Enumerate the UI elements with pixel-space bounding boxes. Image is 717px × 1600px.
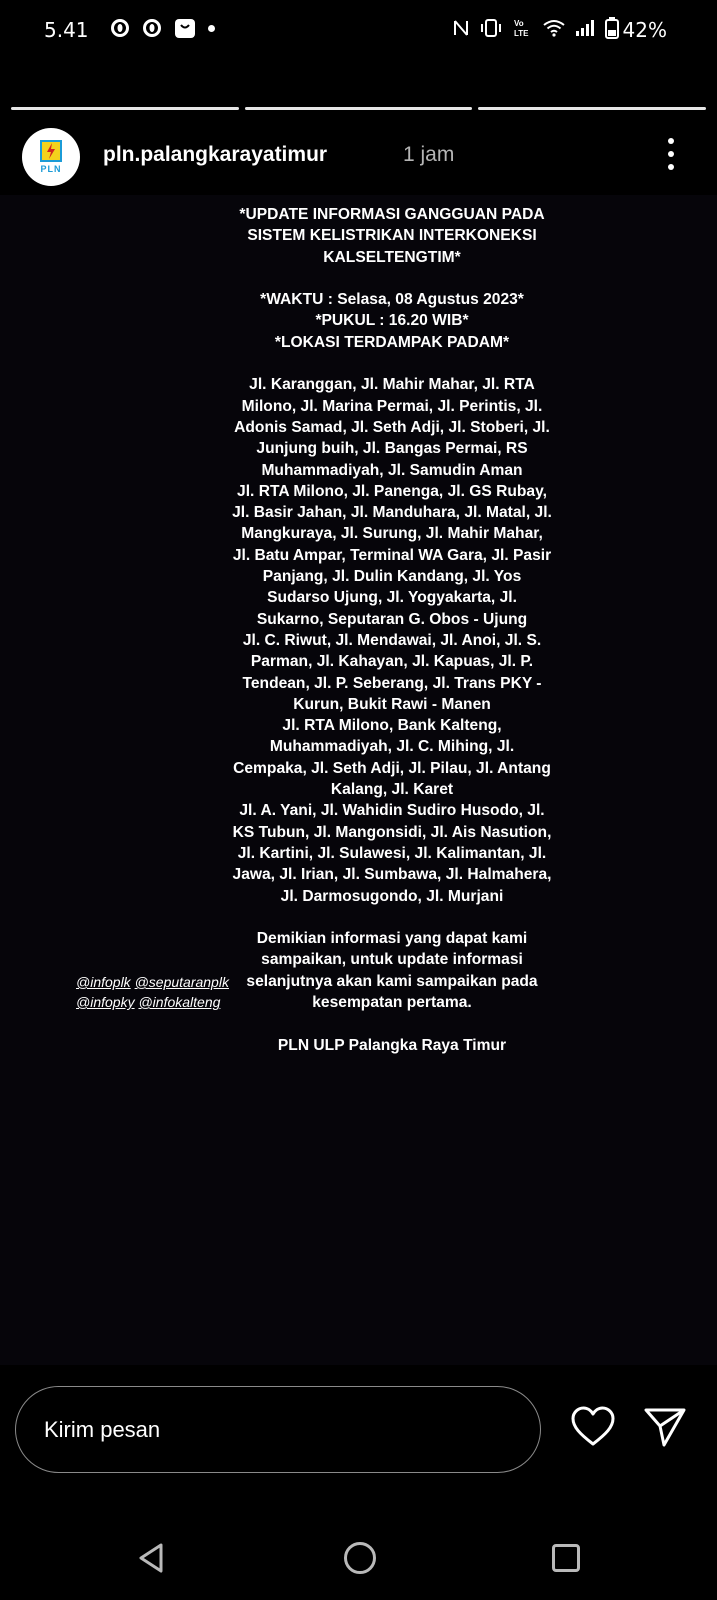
mention-tags	[76, 972, 229, 1012]
status-bar	[0, 0, 717, 60]
mention-link[interactable]: @infopky	[76, 994, 135, 1010]
story-body-text: *UPDATE INFORMASI GANGGUAN PADA SISTEM KELISTRIKAN INTERKONEKSI KALSELTENGTIM* *WAKTU : Selasa, 08 Agustus 2023* *PUKUL : 16.20 WIB* *LOKASI TERDAMPAK PADAM* Jl. Karanggan, Jl. Mahir Mahar, Jl. RTA Milono, Jl. Marina Permai, Jl. Perintis, Jl. Adonis Samad, Jl. Seth Adji, Jl. Stoberi, Jl. Junjung buih, Jl. Bangas Permai, RS Muhammadiyah, Jl. Samudin Aman Jl. RTA Milono, Jl. Panenga, Jl. GS Rubay, Jl. Basir Jahan, Jl. Manduhara, Jl. Matal, Jl. Mangkuraya, Jl. Surung, Jl. Mahir Mahar, Jl. Batu Ampar, Terminal WA Gara, Jl. Pasir Panjang, Jl. Dulin Kandang, Jl. Yos Sudarso Ujung, Jl. Yogyakarta, Jl. Sukarno, Seputaran G. Obos - Ujung Jl. C. Riwut, Jl. Mendawai, Jl. Anoi, Jl. S. Parman, Jl. Kahayan, Jl. Kapuas, Jl. P. Tendean, Jl. P. Seberang, Jl. Trans PKY - Kurun, Bukit Rawi - Manen Jl. RTA Milono, Bank Kalteng, Muhammadiyah, Jl. C. Mihing, Jl. Cempaka, Jl. Seth Adji, Jl. Pilau, Jl. Antang Kalang, Jl. Karet Jl. A. Yani, Jl. Wahidin Sudiro Husodo, Jl. KS Tubun, Jl. Mangonsidi, Jl. Ais Nasution, Jl. Kartini, Jl. Sulawesi, Jl. Kalimantan, Jl. Jawa, Jl. Irian, Jl. Sumbawa, Jl. Halmahera, Jl. Darmosugondo, Jl. Murjani Demikian informasi yang dapat kami sampaikan, untuk update informasi selanjutnya akan kami sampaikan pada kesempatan pertama. PLN ULP Palangka Raya Timur	[232, 206, 552, 1054]
mention-link[interactable]: @infoplk	[76, 974, 131, 990]
progress-segment	[245, 107, 473, 110]
home-icon[interactable]	[344, 1542, 376, 1574]
more-notifications-icon	[208, 25, 215, 32]
opera-icon	[110, 18, 130, 38]
mention-link[interactable]: @seputaranplk	[134, 974, 229, 990]
volte-icon	[513, 18, 533, 38]
more-options-icon[interactable]	[666, 138, 676, 170]
story-progress	[11, 107, 706, 110]
shopping-bag-icon	[174, 17, 196, 39]
story-header	[22, 126, 702, 186]
message-input[interactable]	[15, 1386, 541, 1473]
vibrate-icon	[479, 18, 503, 38]
wifi-icon	[543, 19, 565, 37]
back-icon[interactable]	[137, 1542, 167, 1574]
account-name[interactable]: pln.palangkarayatimur	[103, 143, 328, 166]
navigation-bar	[0, 1530, 717, 1590]
signal-icon	[575, 19, 595, 37]
clock: 5.41	[44, 18, 89, 42]
battery-percent: 42%	[622, 18, 667, 42]
system-icons	[453, 17, 619, 39]
opera-icon	[142, 18, 162, 38]
send-icon[interactable]	[643, 1405, 687, 1449]
battery-icon	[605, 17, 619, 39]
svg-text:LTE: LTE	[514, 29, 529, 38]
nfc-icon	[453, 18, 469, 38]
message-placeholder: Kirim pesan	[44, 1417, 161, 1442]
svg-text:Vo: Vo	[514, 19, 524, 28]
progress-segment	[11, 107, 239, 110]
avatar[interactable]	[22, 128, 80, 186]
post-time: 1 jam	[403, 143, 455, 166]
notification-icons	[110, 17, 215, 39]
mention-link[interactable]: @infokalteng	[138, 994, 221, 1010]
like-heart-icon[interactable]	[570, 1405, 616, 1449]
pln-logo-icon	[40, 140, 62, 162]
recent-apps-icon[interactable]	[552, 1544, 580, 1572]
avatar-label: PLN	[40, 164, 62, 174]
progress-segment	[478, 107, 706, 110]
